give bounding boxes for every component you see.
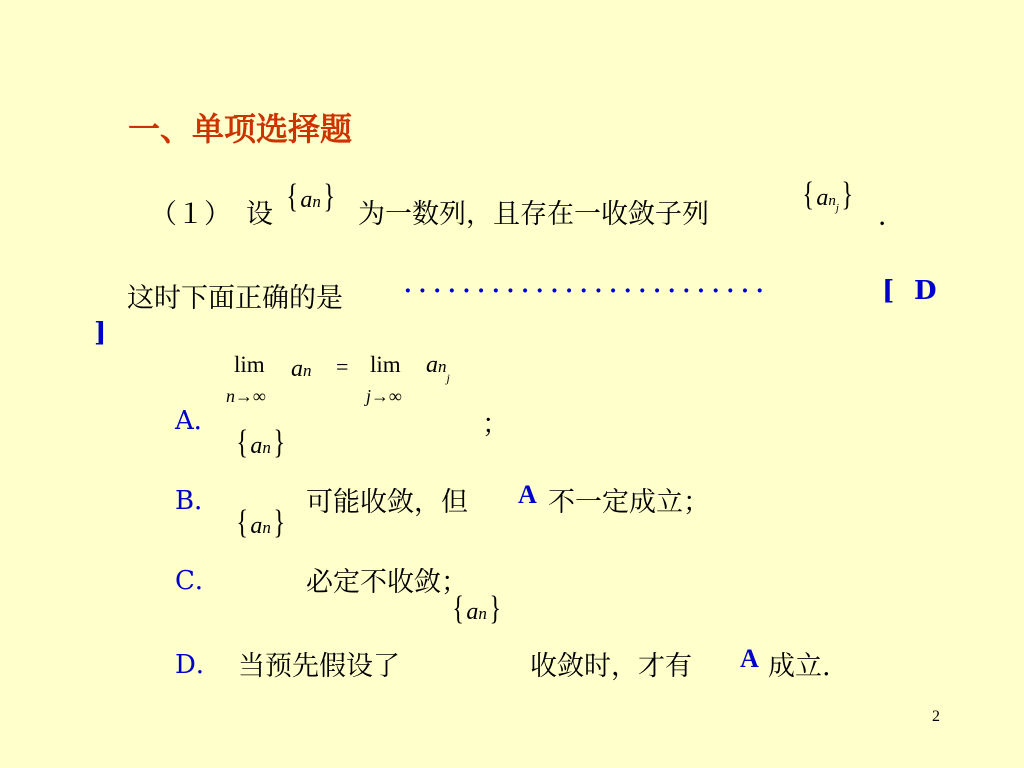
brace-left: { xyxy=(452,590,464,627)
option-a-label: A． xyxy=(175,406,220,436)
brace-left: { xyxy=(236,504,248,541)
math-n: n xyxy=(478,604,487,623)
question-line-2: 这时下面正确的是 xyxy=(127,283,343,314)
math-a: a xyxy=(426,352,438,378)
math-a: a xyxy=(466,599,479,625)
question-text-1: 设 xyxy=(246,199,273,230)
math-j: j xyxy=(835,202,839,214)
question-text-3: ． xyxy=(878,201,905,232)
option-b-ref: A xyxy=(518,480,537,509)
leader-dots: ························· xyxy=(404,278,771,304)
option-c-label: C． xyxy=(175,566,221,596)
brace-left: { xyxy=(802,176,814,213)
lim-j xyxy=(370,352,401,378)
brace-right: } xyxy=(273,504,285,541)
option-d-text-1: 当预先假设了 xyxy=(238,651,400,682)
option-b-label: B． xyxy=(175,486,221,516)
sequence-an-1 xyxy=(284,178,337,216)
page-number: 2 xyxy=(932,708,940,725)
option-b-text-1: 可能收敛，但 xyxy=(306,487,468,518)
question-number: （１） xyxy=(150,199,231,230)
bracket-open: [ xyxy=(882,276,895,306)
option-b-text-2: 不一定成立； xyxy=(548,487,710,518)
bracket-close: ] xyxy=(94,318,107,348)
brace-right: } xyxy=(323,178,335,215)
lim-n-subscript: n→∞ xyxy=(226,386,266,406)
subsequence-anj xyxy=(800,176,855,214)
math-anj-a xyxy=(426,352,450,385)
math-n: n xyxy=(438,357,447,376)
math-a: a xyxy=(300,187,313,213)
section-title: 一、单项选择题 xyxy=(128,110,353,148)
math-a: a xyxy=(816,185,829,211)
brace-left: { xyxy=(286,178,298,215)
brace-right: } xyxy=(841,176,853,213)
math-n: n xyxy=(312,192,321,211)
lim-j-subscript: j→∞ xyxy=(366,386,402,406)
brace-right: } xyxy=(489,590,501,627)
math-n: n xyxy=(262,438,271,457)
option-d-ref: A xyxy=(740,644,759,673)
math-n: n xyxy=(262,518,271,537)
math-n: n xyxy=(303,361,312,380)
math-n: n xyxy=(828,193,836,209)
lim-text: lim xyxy=(370,352,401,377)
option-d-label: D． xyxy=(175,650,222,680)
equals-sign: = xyxy=(336,354,349,379)
math-j: j xyxy=(446,371,450,385)
lim-n xyxy=(234,352,265,378)
math-a: a xyxy=(291,356,303,382)
math-an-a xyxy=(291,356,312,383)
option-d-text-3: 成立. xyxy=(768,651,831,682)
math-a: a xyxy=(250,513,263,539)
sequence-an-c xyxy=(234,504,287,542)
lim-text: lim xyxy=(234,352,265,377)
sequence-an-b xyxy=(234,424,287,462)
question-text-2: 为一数列，且存在一收敛子列 xyxy=(358,199,709,230)
option-c-text: 必定不收敛； xyxy=(306,567,468,598)
option-a-tail: ； xyxy=(482,409,509,440)
brace-left: { xyxy=(236,424,248,461)
sequence-an-d xyxy=(450,590,503,628)
math-a: a xyxy=(250,433,263,459)
answer-letter: D xyxy=(914,276,937,306)
option-d-text-2: 收敛时，才有 xyxy=(530,651,692,682)
brace-right: } xyxy=(273,424,285,461)
